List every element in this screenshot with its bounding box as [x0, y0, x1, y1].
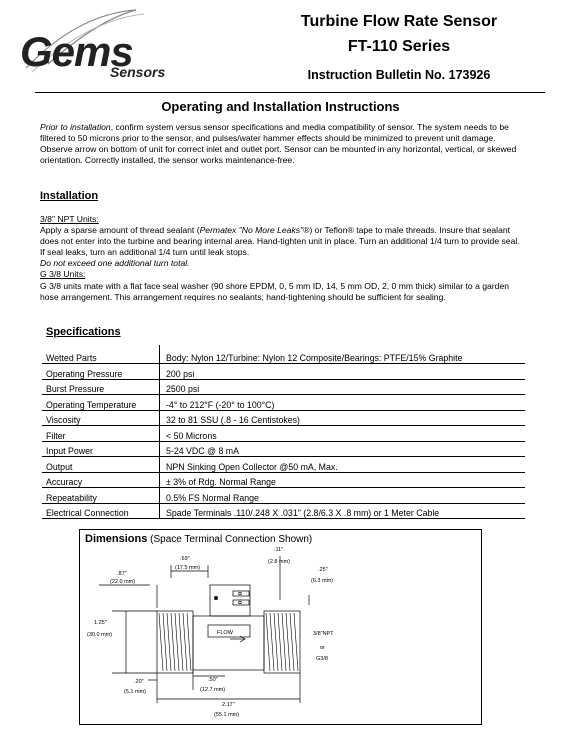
- dimensions-subtitle: (Space Terminal Connection Shown): [150, 534, 313, 545]
- spec-value: ± 3% of Rdg. Normal Range: [160, 472, 526, 488]
- document-title: Turbine Flow Rate Sensor: [300, 13, 498, 30]
- thread-or: or: [320, 645, 325, 651]
- dim-011: .11": [274, 547, 284, 553]
- spec-label: Accuracy: [42, 472, 160, 488]
- npt-text: Apply a sparse amount of thread sealant (Permatex "No More Leaks"®) or Teflon® tape to male threads. Insure that sealant does not enter into the turbine and bearing internal area. Hand-tighten unit in place. Turn an additional 1/4 turn to provide seal. If seal leaks, turn an additional 1/4 turn until leak stops.: [40, 225, 520, 258]
- spec-label: Burst Pressure: [42, 379, 160, 395]
- spec-label: Wetted Parts: [42, 345, 160, 364]
- dim-125: 1.25": [94, 620, 107, 626]
- spec-value: -4° to 212°F (-20° to 100°C): [160, 395, 526, 411]
- spec-label: Electrical Connection: [42, 503, 160, 519]
- spec-label: Output: [42, 457, 160, 473]
- thread-npt: 3/8"NPT: [313, 631, 334, 637]
- spec-label: Input Power: [42, 441, 160, 457]
- dim-050-mm: (12.7 mm): [200, 687, 226, 693]
- sensor-body: [193, 616, 264, 670]
- dim-125-mm: (30.0 mm): [87, 632, 113, 638]
- dim-020-mm: (5.1 mm): [124, 689, 146, 695]
- thread-g38: G3/8: [316, 656, 328, 662]
- g-heading: G 3/8 Units:: [40, 269, 86, 280]
- dimensions-heading: Dimensions: [85, 533, 148, 545]
- spec-label: Operating Pressure: [42, 364, 160, 380]
- spec-label: Operating Temperature: [42, 395, 160, 411]
- spec-value: 0.5% FS Normal Range: [160, 488, 526, 504]
- section-title: Operating and Installation Instructions: [161, 99, 400, 114]
- logo-text: Gems: [20, 28, 133, 75]
- dim-217-mm: (55.1 mm): [214, 712, 240, 718]
- intro-text: , confirm system versus sensor specifications and media compatibility of sensor. The system needs to be filtered to 50 microns prior to the sensor, and pulses/water hammer effects should be minimized to prevent unit damage. Observe arrow on bottom of unit for correct inlet and outlet port. Sensor can be mounted in any horizontal, vertical, or skewed orientation. Correctly installed, the sensor works maintenance-free.: [40, 122, 517, 166]
- dim-011-mm: (2.8 mm): [268, 559, 290, 565]
- installation-heading: Installation: [40, 190, 99, 202]
- spec-label: Viscosity: [42, 410, 160, 426]
- logo-subtext: Sensors: [110, 64, 166, 80]
- flow-label: FLOW: [217, 630, 233, 636]
- spec-value: 5-24 VDC @ 8 mA: [160, 441, 526, 457]
- npt-warning: Do not exceed one additional turn total.: [40, 258, 190, 269]
- dim-069-mm: (17.5 mm): [175, 565, 201, 571]
- spec-value: 200 psi: [160, 364, 526, 380]
- dim-025: .25": [318, 567, 328, 573]
- dim-050: .50": [208, 677, 218, 683]
- terminal-housing: [210, 585, 250, 616]
- spec-value: 2500 psi: [160, 379, 526, 395]
- spec-label: Repeatability: [42, 488, 160, 504]
- dim-087: .87": [117, 571, 127, 577]
- dim-020: .20": [134, 679, 144, 685]
- dim-025-mm: (6.3 mm): [311, 578, 333, 584]
- spec-value: < 50 Microns: [160, 426, 526, 442]
- dim-069: .69": [180, 556, 190, 562]
- dim-087-mm: (22.0 mm): [110, 579, 136, 585]
- g-text: G 3/8 units mate with a flat face seal washer (90 shore EPDM, 0, 5 mm ID, 14, 5 mm OD, 2, 0 mm thick) similar to a garden hose arrangement. This arrangement requires no sealants; hand-tightening should be sufficient for sealing.: [40, 280, 510, 302]
- series-title: FT-110 Series: [347, 38, 451, 55]
- thread-hatching: [159, 613, 298, 671]
- spec-value: Spade Terminals .110/.248 X .031" (2.8/6.3 X .8 mm) or 1 Meter Cable: [160, 503, 526, 519]
- intro-lead: Prior to installation: [40, 122, 111, 132]
- spec-value: Body: Nylon 12/Turbine: Nylon 12 Composite/Bearings: PTFE/15% Graphite: [160, 345, 526, 364]
- spec-value: NPN Sinking Open Collector @50 mA, Max.: [160, 457, 526, 473]
- specifications-heading: Specifications: [46, 326, 121, 338]
- dim-217: 2.17": [222, 702, 235, 708]
- spec-value: 32 to 81 SSU (.8 - 16 Centistokes): [160, 410, 526, 426]
- npt-heading: 3/8" NPT Units:: [40, 214, 99, 224]
- spec-label: Filter: [42, 426, 160, 442]
- bulletin-number: Instruction Bulletin No. 173926: [307, 68, 491, 82]
